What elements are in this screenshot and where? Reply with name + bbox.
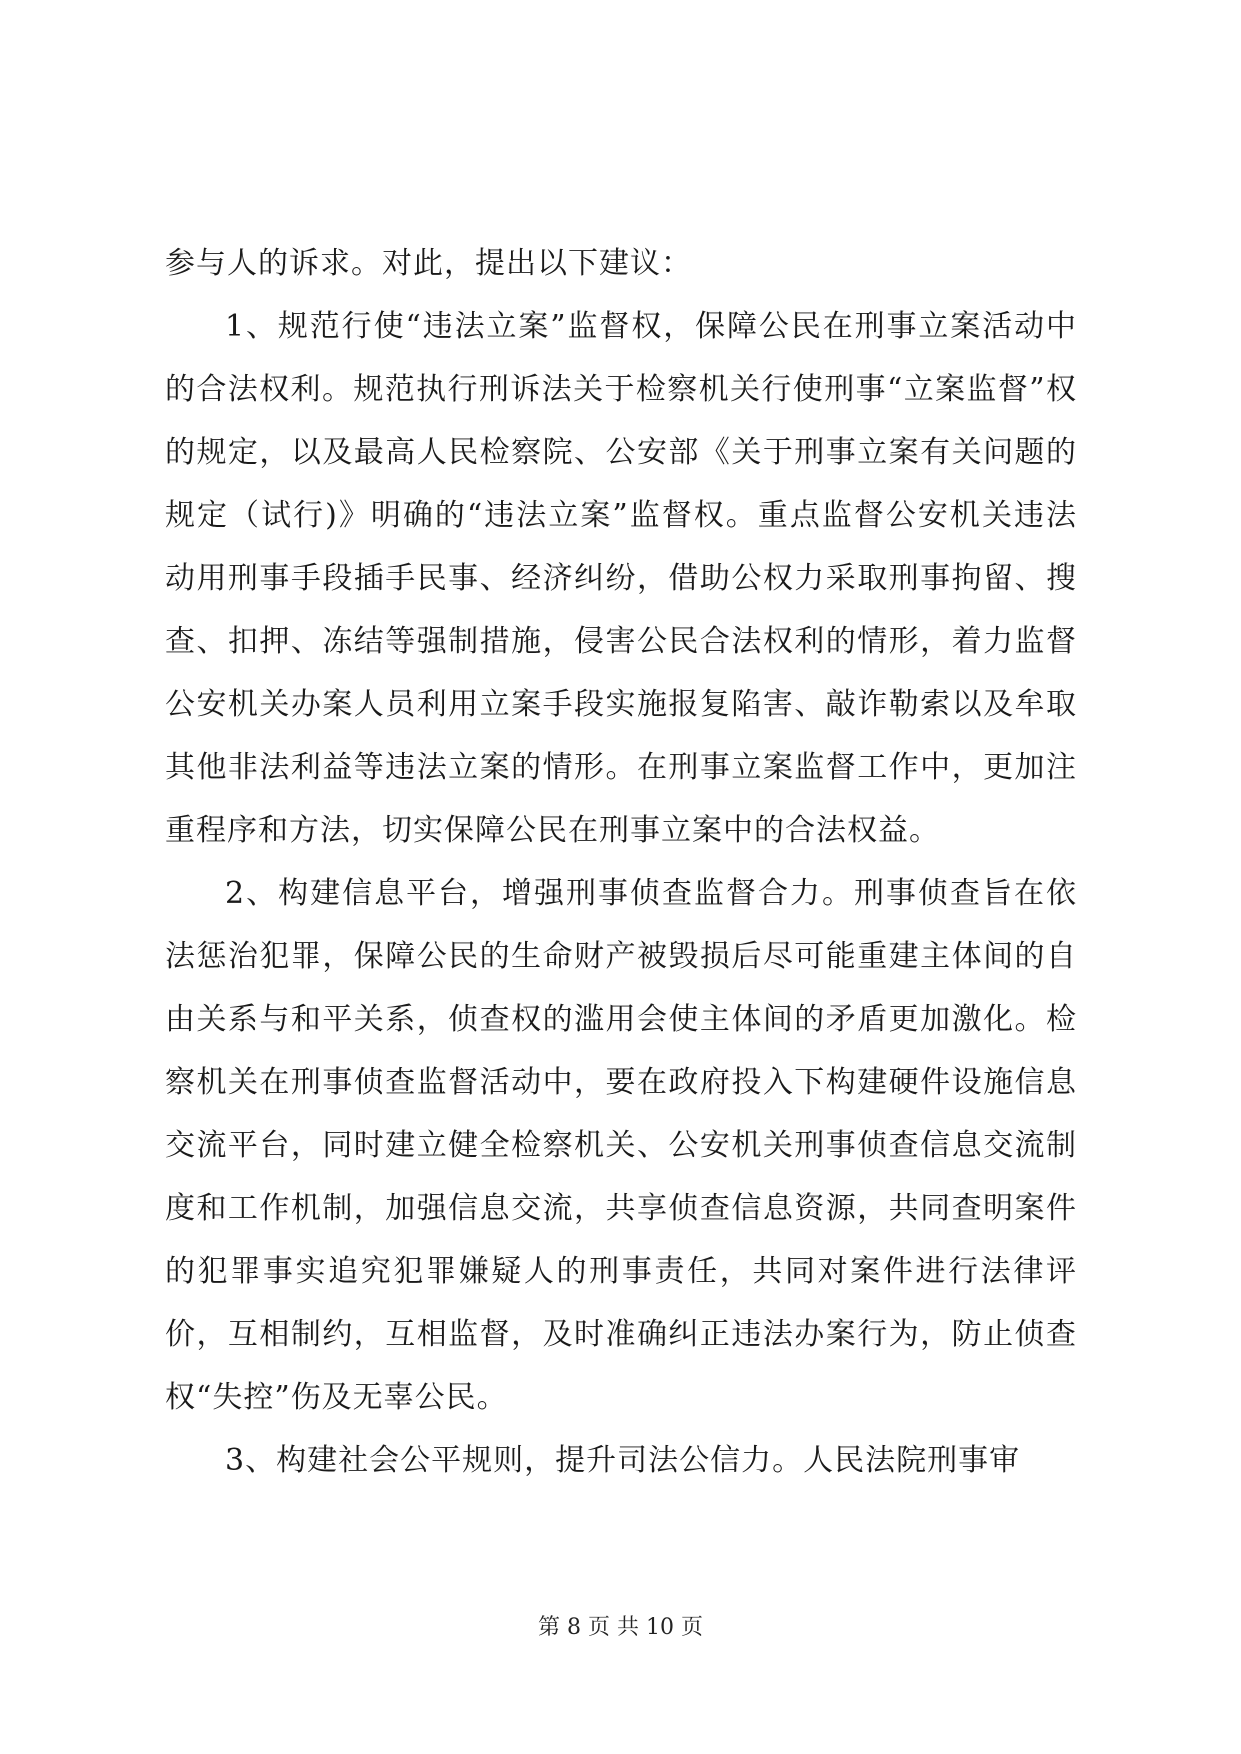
paragraph-suggestion-2: 2、构建信息平台，增强刑事侦查监督合力。刑事侦查旨在依法惩治犯罪，保障公民的生命财产被毁损后尽可能重建主体间的自由关系与和平关系，侦查权的滥用会使主体间的矛盾更加激化。检察机关在刑事侦查监督活动中，要在政府投入下构建硬件设施信息交流平台，同时建立健全检察机关、公安机关刑事侦查信息交流制度和工作机制，加强信息交流，共享侦查信息资源，共同查明案件的犯罪事实追究犯罪嫌疑人的刑事责任，共同对案件进行法律评价，互相制约，互相监督，及时准确纠正违法办案行为，防止侦查权“失控”伤及无辜公民。 [165,876,1077,1415]
body-text [165,232,1077,1492]
page-number-label: 第 8 页 共 10 页 [538,1615,703,1640]
page-footer [0,1610,1241,1641]
paragraph-suggestion-1: 1、规范行使“违法立案”监督权，保障公民在刑事立案活动中的合法权利。规范执行刑诉法关于检察机关行使刑事“立案监督”权的规定，以及最高人民检察院、公安部《关于刑事立案有关问题的规定（试行)》明确的“违法立案”监督权。重点监督公安机关违法动用刑事手段插手民事、经济纠纷，借助公权力采取刑事拘留、搜查、扣押、冻结等强制措施，侵害公民合法权利的情形，着力监督公安机关办案人员利用立案手段实施报复陷害、敲诈勒索以及牟取其他非法利益等违法立案的情形。在刑事立案监督工作中，更加注重程序和方法，切实保障公民在刑事立案中的合法权益。 [165,309,1077,848]
paragraph-intro: 参与人的诉求。对此，提出以下建议： [165,246,692,281]
paragraph-suggestion-3: 3、构建社会公平规则，提升司法公信力。人民法院刑事审 [225,1443,1021,1478]
